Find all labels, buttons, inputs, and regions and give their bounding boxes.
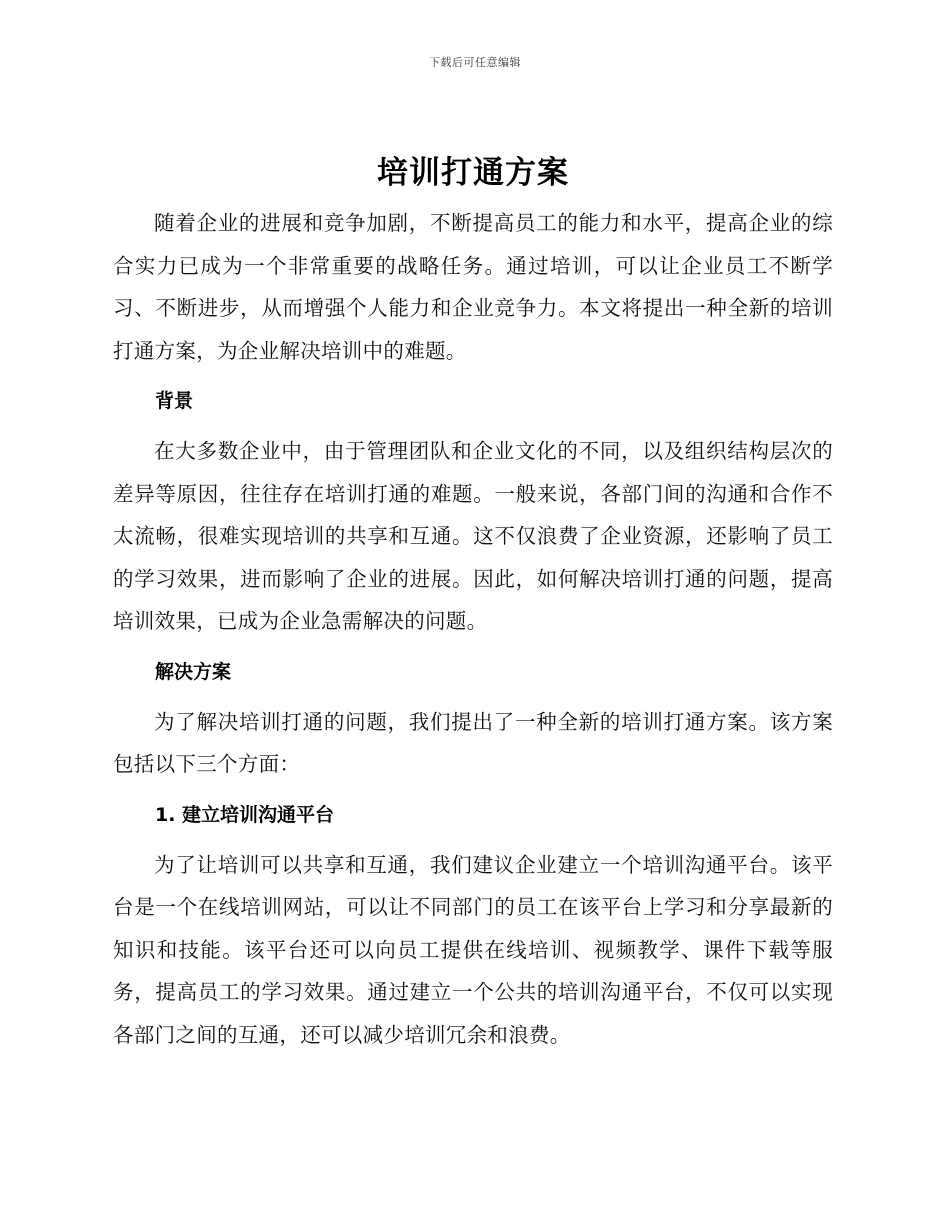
background-paragraph: 在大多数企业中，由于管理团队和企业文化的不同，以及组织结构层次的差异等原因，往往存在培训打通的难题。一般来说，各部门间的沟通和合作不太流畅，很难实现培训的共享和互通。这不仅浪费了企业资源，还影响了员工的学习效果，进而影响了企业的进展。因此，如何解决培训打通的问题，提高培训效果，已成为企业急需解决的问题。 <box>113 439 833 633</box>
intro-paragraph: 随着企业的进展和竞争加剧，不断提高员工的能力和水平，提高企业的综合实力已成为一个非常重要的战略任务。通过培训，可以让企业员工不断学习、不断进步，从而增强个人能力和企业竞争力。本文将提出一种全新的培训打通方案，为企业解决培训中的难题。 <box>113 211 833 363</box>
header-note: 下载后可任意编辑 <box>429 56 521 69</box>
document-body <box>113 150 833 1056</box>
document-title: 培训打通方案 <box>377 155 569 191</box>
section-heading-background: 背景 <box>155 390 194 412</box>
subsection-1-paragraph: 为了让培训可以共享和互通，我们建议企业建立一个培训沟通平台。该平台是一个在线培训网站，可以让不同部门的员工在该平台上学习和分享最新的知识和技能。该平台还可以向员工提供在线培训、视频教学、课件下载等服务，提高员工的学习效果。通过建立一个公共的培训沟通平台，不仅可以实现各部门之间的互通，还可以减少培训冗余和浪费。 <box>113 852 833 1047</box>
solution-paragraph: 为了解决培训打通的问题，我们提出了一种全新的培训打通方案。该方案包括以下三个方面： <box>113 709 833 776</box>
subsection-heading-1: 1. 建立培训沟通平台 <box>155 803 335 826</box>
section-heading-solution: 解决方案 <box>155 660 232 683</box>
